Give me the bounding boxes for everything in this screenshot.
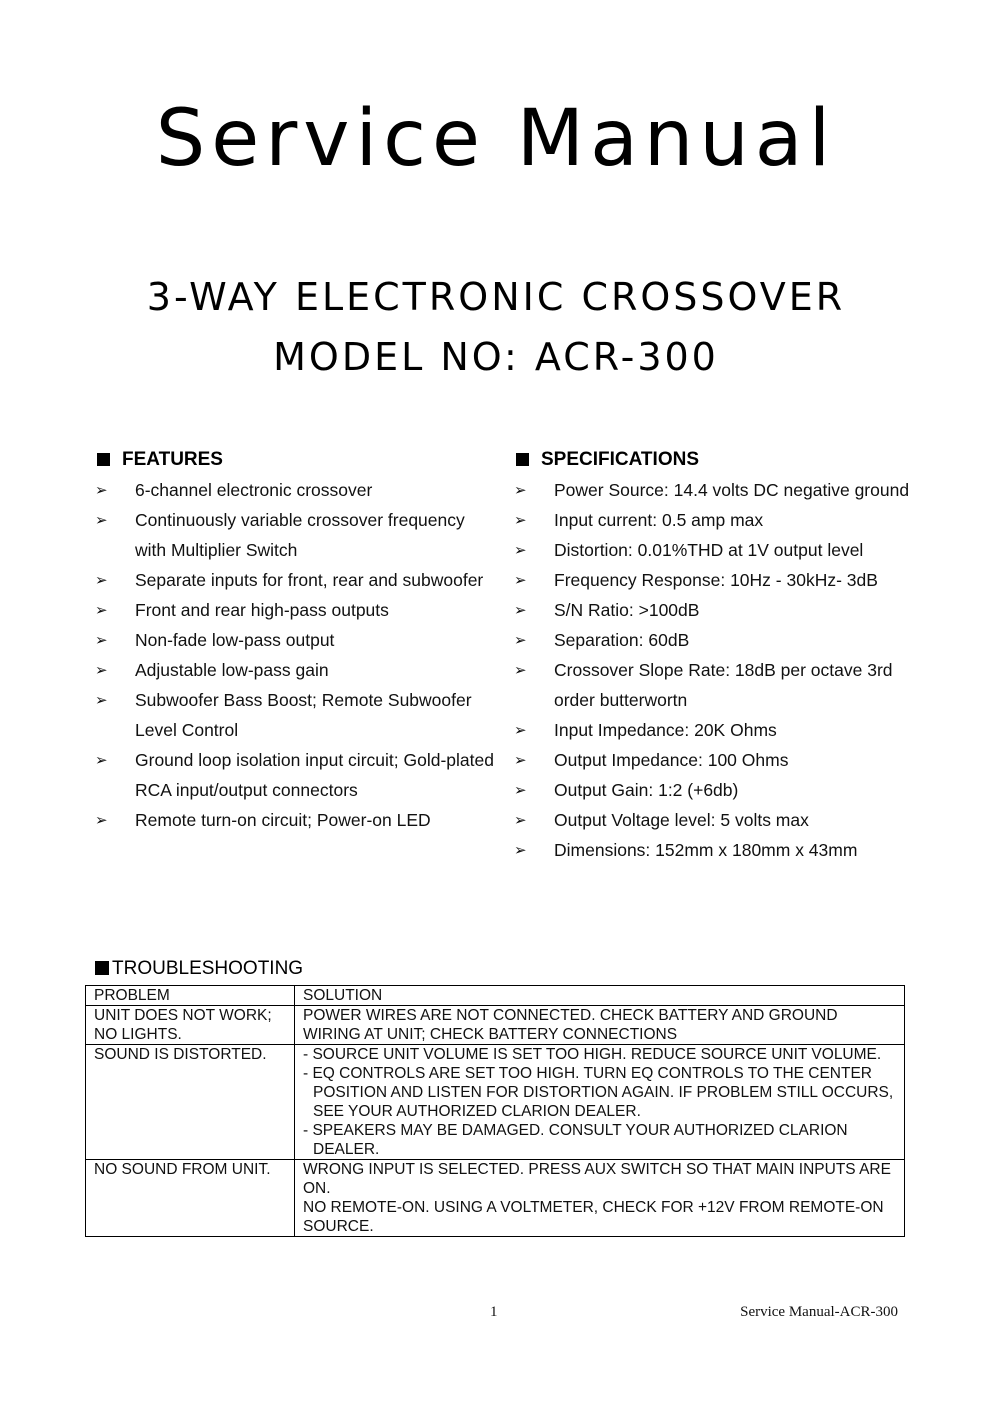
problem-cell: UNIT DOES NOT WORK; NO LIGHTS. (86, 1006, 295, 1045)
arrow-bullet-icon: ➢ (514, 781, 527, 799)
arrow-bullet-icon: ➢ (514, 721, 527, 739)
arrow-bullet-icon: ➢ (514, 751, 527, 769)
list-item: ➢ Dimensions: 152mm x 180mm x 43mm (514, 835, 914, 865)
list-item: ➢ 6-channel electronic crossover (95, 475, 495, 505)
arrow-bullet-icon: ➢ (514, 811, 527, 829)
solution-item: - SPEAKERS MAY BE DAMAGED. CONSULT YOUR AUTHORIZED CLARION DEALER. (303, 1122, 848, 1158)
solution-line: WRONG INPUT IS SELECTED. PRESS AUX SWITCH SO THAT MAIN INPUTS ARE ON. (303, 1161, 891, 1197)
arrow-bullet-icon: ➢ (514, 841, 527, 859)
table-row (86, 1045, 905, 1160)
list-item: ➢ Subwoofer Bass Boost; Remote Subwoofer Level Control (95, 685, 495, 745)
page-title: Service Manual (155, 94, 837, 184)
arrow-bullet-icon: ➢ (514, 601, 527, 619)
list-item: ➢ Remote turn-on circuit; Power-on LED (95, 805, 495, 835)
solution-line: NO REMOTE-ON. USING A VOLTMETER, CHECK FOR +12V FROM REMOTE-ON SOURCE. (303, 1199, 884, 1235)
solution-cell: POWER WIRES ARE NOT CONNECTED. CHECK BATTERY AND GROUND WIRING AT UNIT; CHECK BATTERY CONNECTIONS (295, 1006, 905, 1045)
list-item: ➢ Input Impedance: 20K Ohms (514, 715, 914, 745)
footer-document-name: Service Manual-ACR-300 (740, 1304, 898, 1320)
table-row (86, 1160, 905, 1237)
arrow-bullet-icon: ➢ (514, 481, 527, 499)
solution-cell (295, 1045, 905, 1160)
arrow-bullet-icon: ➢ (95, 511, 108, 529)
arrow-bullet-icon: ➢ (95, 481, 108, 499)
square-bullet-icon (95, 961, 109, 975)
features-list (95, 475, 495, 835)
list-item: ➢ Separate inputs for front, rear and subwoofer (95, 565, 495, 595)
list-item: ➢ S/N Ratio: >100dB (514, 595, 914, 625)
square-bullet-icon (516, 453, 529, 466)
list-item: ➢ Crossover Slope Rate: 18dB per octave 3rd order butterwortn (514, 655, 914, 715)
arrow-bullet-icon: ➢ (95, 661, 108, 679)
arrow-bullet-icon: ➢ (514, 661, 527, 679)
list-item: ➢ Distortion: 0.01%THD at 1V output level (514, 535, 914, 565)
model-number: MODEL NO: ACR-300 (273, 335, 719, 379)
arrow-bullet-icon: ➢ (95, 811, 108, 829)
column-header-problem: PROBLEM (86, 986, 295, 1006)
list-item: ➢ Non-fade low-pass output (95, 625, 495, 655)
arrow-bullet-icon: ➢ (95, 691, 108, 709)
arrow-bullet-icon: ➢ (514, 511, 527, 529)
arrow-bullet-icon: ➢ (514, 541, 527, 559)
arrow-bullet-icon: ➢ (95, 631, 108, 649)
list-item: ➢ Separation: 60dB (514, 625, 914, 655)
solution-item: - EQ CONTROLS ARE SET TOO HIGH. TURN EQ CONTROLS TO THE CENTER POSITION AND LISTEN FOR DISTORTION AGAIN. IF PROBLEM STILL OCCURS, SEE YOUR AUTHORIZED CLARION DEALER. (303, 1065, 894, 1120)
arrow-bullet-icon: ➢ (95, 751, 108, 769)
troubleshooting-heading-label: TROUBLESHOOTING (112, 958, 304, 979)
list-item: ➢ Input current: 0.5 amp max (514, 505, 914, 535)
column-header-solution: SOLUTION (295, 986, 905, 1006)
list-item: ➢ Output Gain: 1:2 (+6db) (514, 775, 914, 805)
list-item: ➢ Power Source: 14.4 volts DC negative ground (514, 475, 914, 505)
troubleshooting-table (85, 985, 905, 1237)
list-item: ➢ Continuously variable crossover frequency with Multiplier Switch (95, 505, 495, 565)
troubleshooting-heading (95, 958, 303, 980)
arrow-bullet-icon: ➢ (514, 571, 527, 589)
arrow-bullet-icon: ➢ (95, 571, 108, 589)
arrow-bullet-icon: ➢ (514, 631, 527, 649)
product-name: 3-WAY ELECTRONIC CROSSOVER (146, 275, 846, 319)
page-number: 1 (490, 1304, 498, 1320)
specifications-heading-label: SPECIFICATIONS (541, 449, 699, 470)
list-item: ➢ Front and rear high-pass outputs (95, 595, 495, 625)
features-heading (97, 449, 223, 471)
solution-item: - SOURCE UNIT VOLUME IS SET TOO HIGH. REDUCE SOURCE UNIT VOLUME. (303, 1046, 882, 1063)
list-item: ➢ Ground loop isolation input circuit; Gold-plated RCA input/output connectors (95, 745, 495, 805)
specifications-list (514, 475, 914, 865)
list-item: ➢ Output Impedance: 100 Ohms (514, 745, 914, 775)
features-heading-label: FEATURES (122, 449, 223, 470)
problem-cell: SOUND IS DISTORTED. (86, 1045, 295, 1160)
table-row (86, 1006, 905, 1045)
solution-cell (295, 1160, 905, 1237)
table-header-row (86, 986, 905, 1006)
list-item: ➢ Adjustable low-pass gain (95, 655, 495, 685)
square-bullet-icon (97, 453, 110, 466)
list-item: ➢ Output Voltage level: 5 volts max (514, 805, 914, 835)
list-item: ➢ Frequency Response: 10Hz - 30kHz- 3dB (514, 565, 914, 595)
arrow-bullet-icon: ➢ (95, 601, 108, 619)
specifications-heading (516, 449, 699, 471)
problem-cell: NO SOUND FROM UNIT. (86, 1160, 295, 1237)
